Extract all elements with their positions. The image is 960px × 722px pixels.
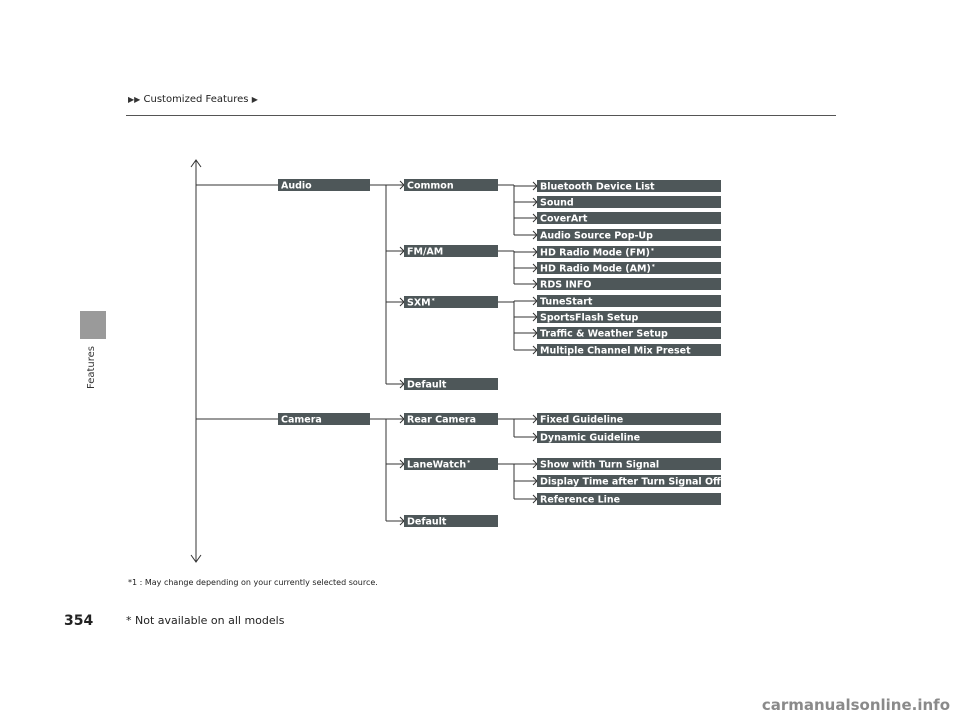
node-audio-sxm-sportsflash-setup-label: SportsFlash Setup xyxy=(540,312,639,324)
node-audio-fm-am-hd-radio-mode-fm-label: HD Radio Mode (FM)* xyxy=(540,247,655,259)
node-audio-sxm-tunestart-label: TuneStart xyxy=(540,296,593,308)
breadcrumb-section-link[interactable]: Customized Features xyxy=(143,94,249,105)
node-audio-common-bluetooth-device-list-label: Bluetooth Device List xyxy=(540,181,655,193)
footnote-source: *1 : May change depending on your currently selected source. xyxy=(128,578,378,587)
node-camera-rear-camera-label: Rear Camera xyxy=(407,414,476,426)
node-camera-rear-camera-fixed-guideline-label: Fixed Guideline xyxy=(540,414,624,426)
node-audio-common-audio-source-pop-up-label: Audio Source Pop-Up xyxy=(540,230,653,242)
node-audio-sxm-traffic-weather-setup-label: Traffic & Weather Setup xyxy=(540,328,668,340)
node-camera-lanewatch-label: LaneWatch* xyxy=(407,459,471,471)
node-audio-sxm-multiple-channel-mix-preset-label: Multiple Channel Mix Preset xyxy=(540,345,691,357)
node-camera-label: Camera xyxy=(281,414,322,426)
node-camera-lanewatch-reference-line-label: Reference Line xyxy=(540,494,621,506)
watermark: carmanualsonline.info xyxy=(761,696,950,714)
page-number: 354 xyxy=(64,613,94,629)
node-audio-common-coverart-label: CoverArt xyxy=(540,213,588,225)
breadcrumb-trailing-arrow-icon: ▶ xyxy=(251,95,258,104)
node-camera-rear-camera-dynamic-guideline-label: Dynamic Guideline xyxy=(540,432,641,444)
node-audio-sxm-label: SXM* xyxy=(407,297,435,309)
breadcrumb-arrows-icon: ▶▶ xyxy=(128,95,141,104)
node-camera-lanewatch-display-time-after-turn-signal-off-label: Display Time after Turn Signal Off xyxy=(540,476,721,488)
node-audio-common-label: Common xyxy=(407,180,454,192)
node-camera-default-label: Default xyxy=(407,516,447,528)
node-audio-fm-am-hd-radio-mode-am-label: HD Radio Mode (AM)* xyxy=(540,263,655,275)
node-audio-fm-am-label: FM/AM xyxy=(407,246,444,258)
node-audio-label: Audio xyxy=(281,180,312,192)
footnote-availability: * Not available on all models xyxy=(126,614,285,627)
node-camera-lanewatch-show-with-turn-signal-label: Show with Turn Signal xyxy=(540,459,660,471)
node-audio-default-label: Default xyxy=(407,379,447,391)
node-audio-fm-am-rds-info-label: RDS INFO xyxy=(540,279,592,291)
node-audio-common-sound-label: Sound xyxy=(540,197,574,209)
side-label: Features xyxy=(86,346,97,390)
